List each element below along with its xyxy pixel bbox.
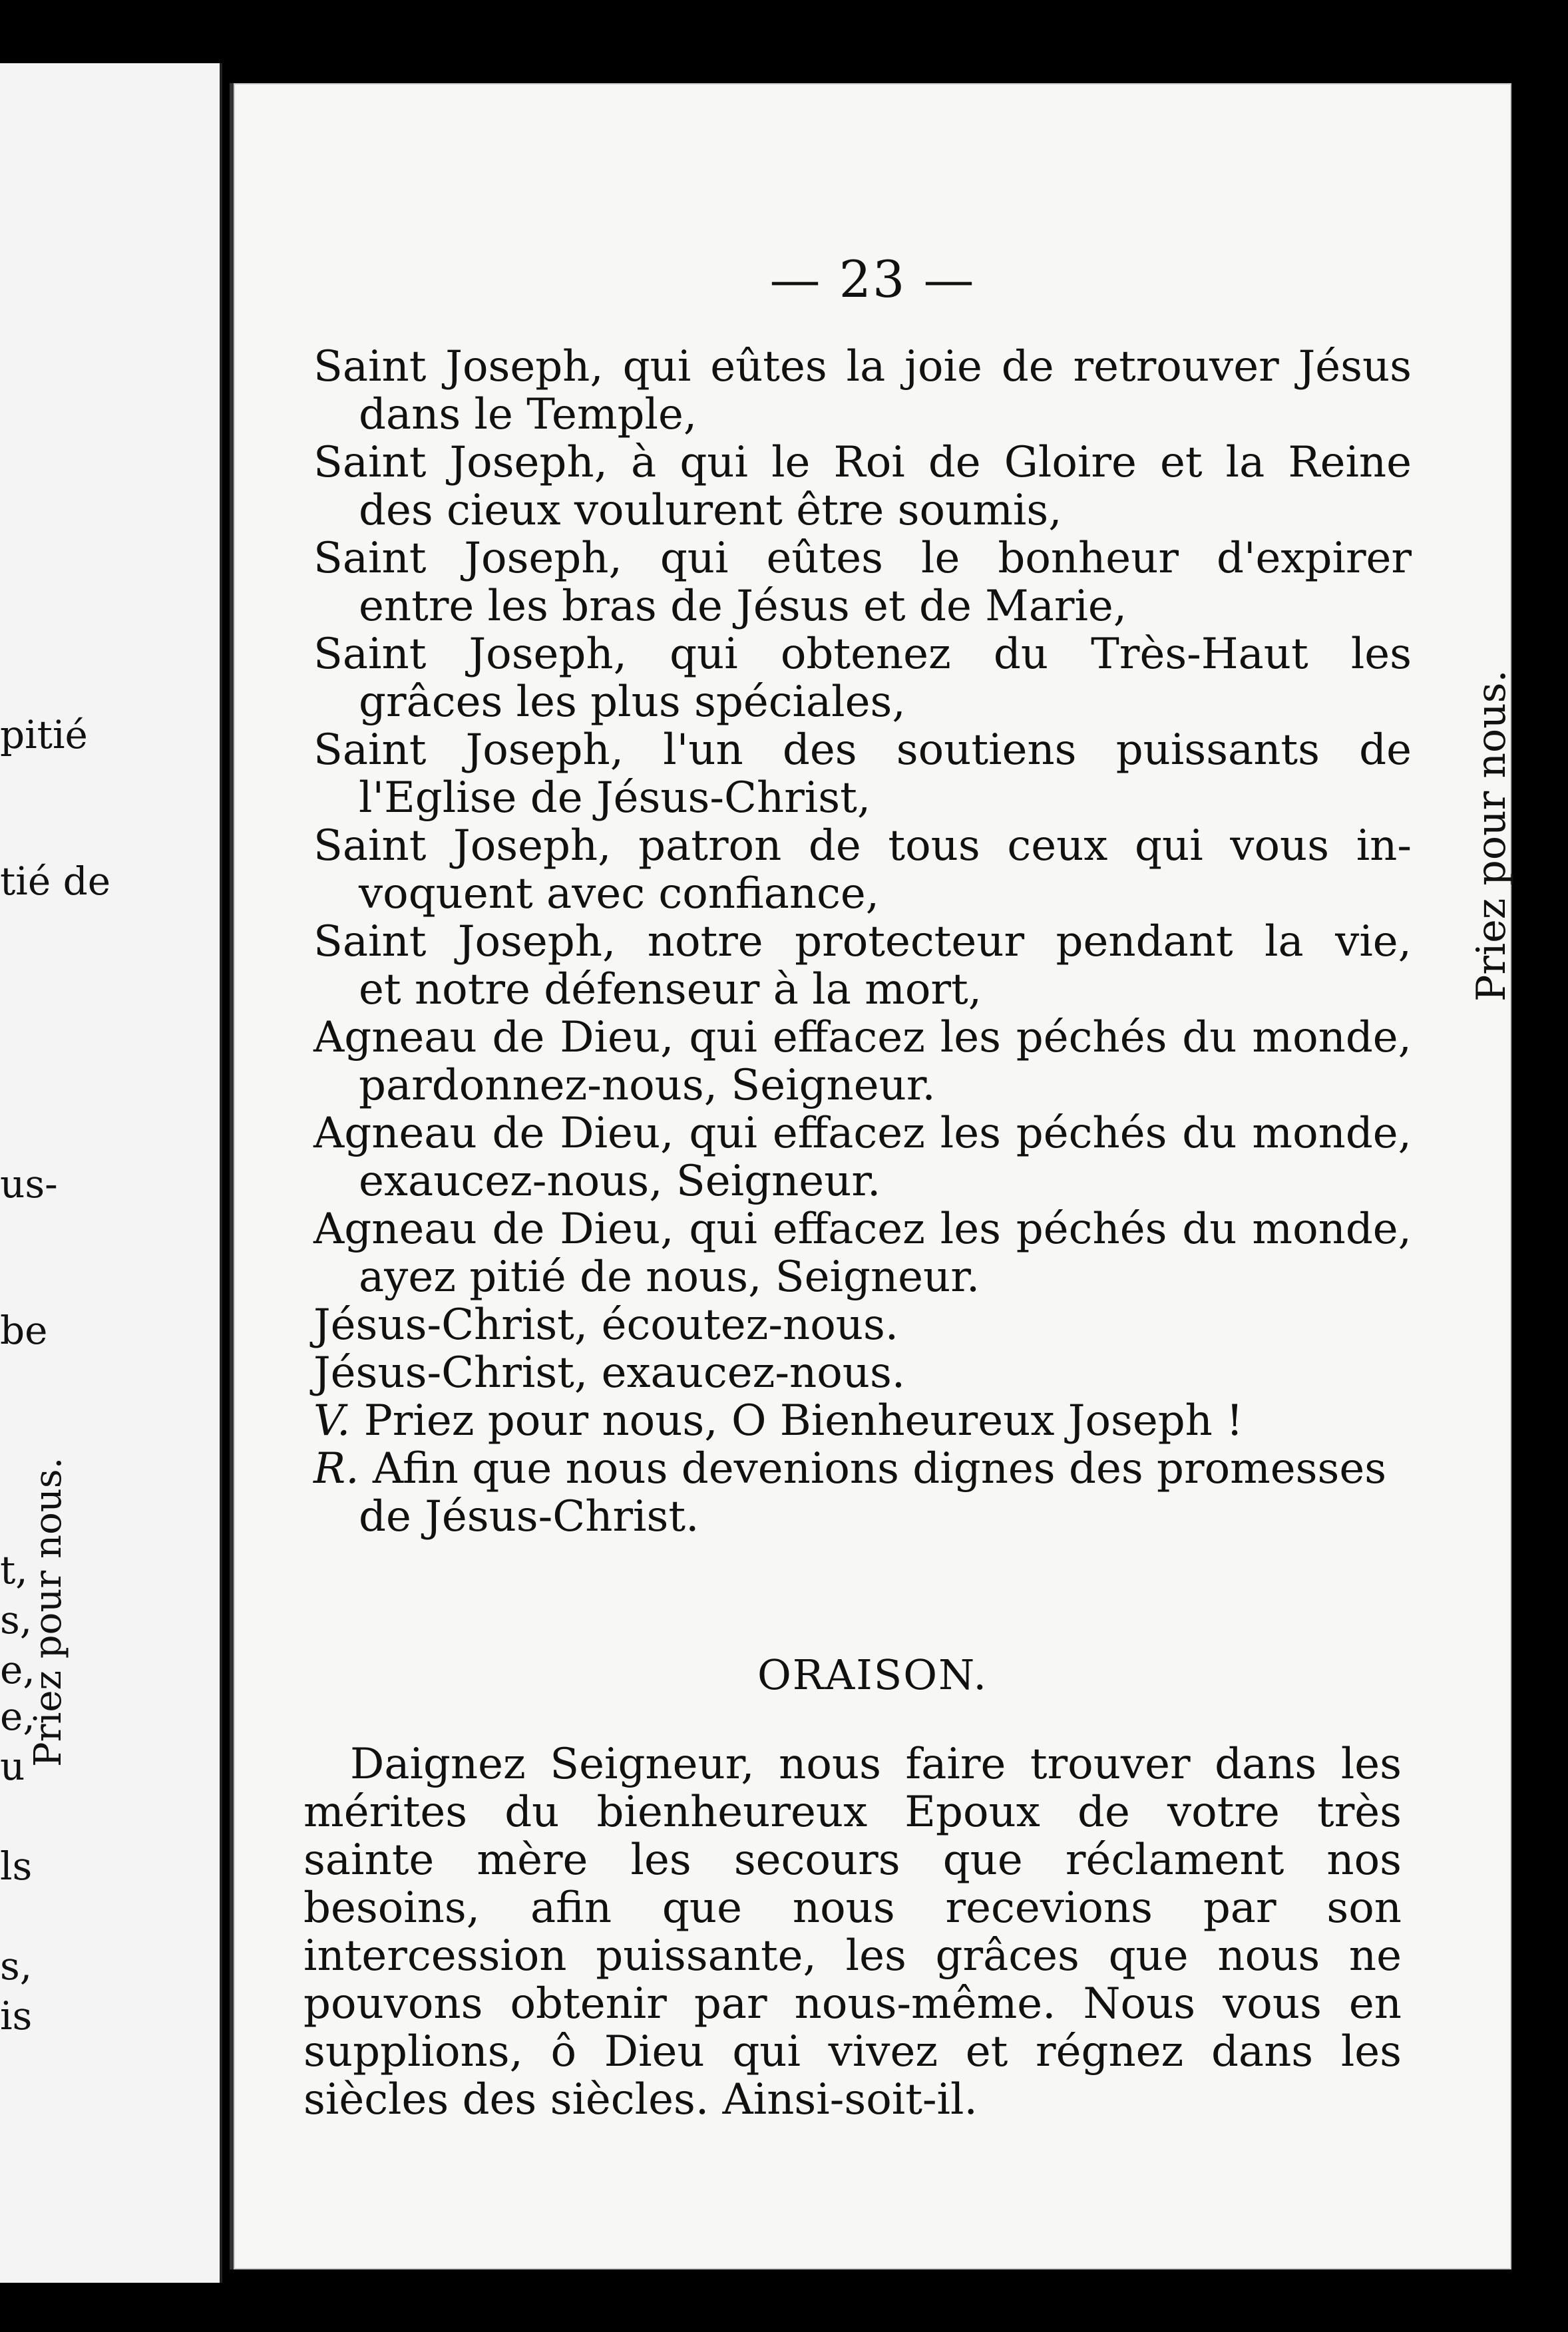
litany-entry <box>313 630 1412 726</box>
litany-line: Jésus-Christ, écoutez-nous. <box>313 1300 899 1350</box>
litany-continuation: grâces les plus spéciales, <box>359 678 906 727</box>
left-fragment: s, <box>0 1597 33 1643</box>
section-title: ORAISON. <box>757 1651 988 1699</box>
left-fragment: e, <box>0 1647 35 1692</box>
versicle-mark: V. <box>313 1396 351 1446</box>
litany-entry <box>313 1109 1412 1205</box>
litany-continuation: l'Eglise de Jésus-Christ, <box>359 773 871 823</box>
litany-line: Saint Joseph, notre protecteur pendant la vie, <box>313 917 1412 966</box>
left-fragment: is <box>0 1993 33 2039</box>
versicle <box>313 1397 1412 1445</box>
litany-line: Saint Joseph, patron de tous ceux qui vous in- <box>313 821 1412 871</box>
right-page <box>230 83 1515 2269</box>
litany-line: Saint Joseph, l'un des soutiens puissants de <box>313 725 1412 775</box>
prayer-paragraph: Daignez Seigneur, nous faire trouver dans les mérites du bienheureux Epoux de votre très sainte mère les secours que réclament nos besoins, afin que nous recevions par son intercession puissante, les grâces que nous ne pouvons obtenir par nous-même. Nous vous en supplions, ô Dieu qui vivez et régnez dans les siècles des siècles. Ainsi-soit-il. <box>303 1740 1402 2124</box>
litany-entry <box>313 1349 1412 1397</box>
litany-entry <box>313 1205 1412 1301</box>
left-vertical-text: Priez pour nous. <box>27 1457 70 1767</box>
litany-entry <box>313 1014 1412 1109</box>
litany-entry <box>313 822 1412 918</box>
litany <box>313 343 1412 1541</box>
left-fragment: us- <box>0 1161 58 1207</box>
litany-entry <box>313 343 1412 439</box>
litany-entry <box>313 918 1412 1014</box>
left-fragment: u <box>0 1744 25 1789</box>
response <box>313 1445 1412 1541</box>
left-fragment: ls <box>0 1844 33 1889</box>
left-fragment: e, <box>0 1694 35 1739</box>
left-fragment: tié de <box>0 859 111 904</box>
left-fragment: pitié <box>0 712 88 757</box>
left-fragment: s, <box>0 1943 33 1989</box>
litany-entry <box>313 726 1412 822</box>
right-vertical-text: Priez pour nous. <box>1468 670 1515 1002</box>
litany-continuation: ayez pitié de nous, Seigneur. <box>359 1253 980 1302</box>
litany-line: Agneau de Dieu, qui effacez les péchés du monde, <box>313 1013 1412 1062</box>
litany-entry <box>313 439 1412 534</box>
left-page <box>0 63 222 2283</box>
litany-continuation: exaucez-nous, Seigneur. <box>359 1157 881 1206</box>
versicle-text: Priez pour nous, O Bienheureux Joseph ! <box>363 1396 1243 1446</box>
page-number: — 23 — <box>769 250 976 309</box>
litany-continuation: voquent avec confiance, <box>359 869 880 918</box>
litany-line: Jésus-Christ, exaucez-nous. <box>313 1348 906 1398</box>
litany-line: Saint Joseph, qui obtenez du Très-Haut les <box>313 630 1412 679</box>
litany-continuation: et notre défenseur à la mort, <box>359 965 982 1014</box>
litany-line: Agneau de Dieu, qui effacez les péchés du monde, <box>313 1205 1412 1254</box>
litany-line: Saint Joseph, qui eûtes la joie de retrouver Jésus <box>313 342 1412 391</box>
litany-entry <box>313 1301 1412 1349</box>
left-fragment: t, <box>0 1547 28 1593</box>
litany-continuation: dans le Temple, <box>359 390 697 439</box>
response-continuation: de Jésus-Christ. <box>359 1492 699 1541</box>
litany-continuation: entre les bras de Jésus et de Marie, <box>359 582 1127 631</box>
litany-line: Agneau de Dieu, qui effacez les péchés du monde, <box>313 1109 1412 1158</box>
litany-continuation: des cieux voulurent être soumis, <box>359 486 1062 535</box>
litany-continuation: pardonnez-nous, Seigneur. <box>359 1061 936 1110</box>
litany-entry <box>313 534 1412 630</box>
litany-line: Saint Joseph, à qui le Roi de Gloire et la Reine <box>313 438 1412 487</box>
response-mark: R. <box>313 1444 359 1493</box>
left-fragment: be <box>0 1308 48 1353</box>
response-text: Afin que nous devenions dignes des promesses <box>372 1444 1387 1493</box>
litany-line: Saint Joseph, qui eûtes le bonheur d'expirer <box>313 534 1412 583</box>
